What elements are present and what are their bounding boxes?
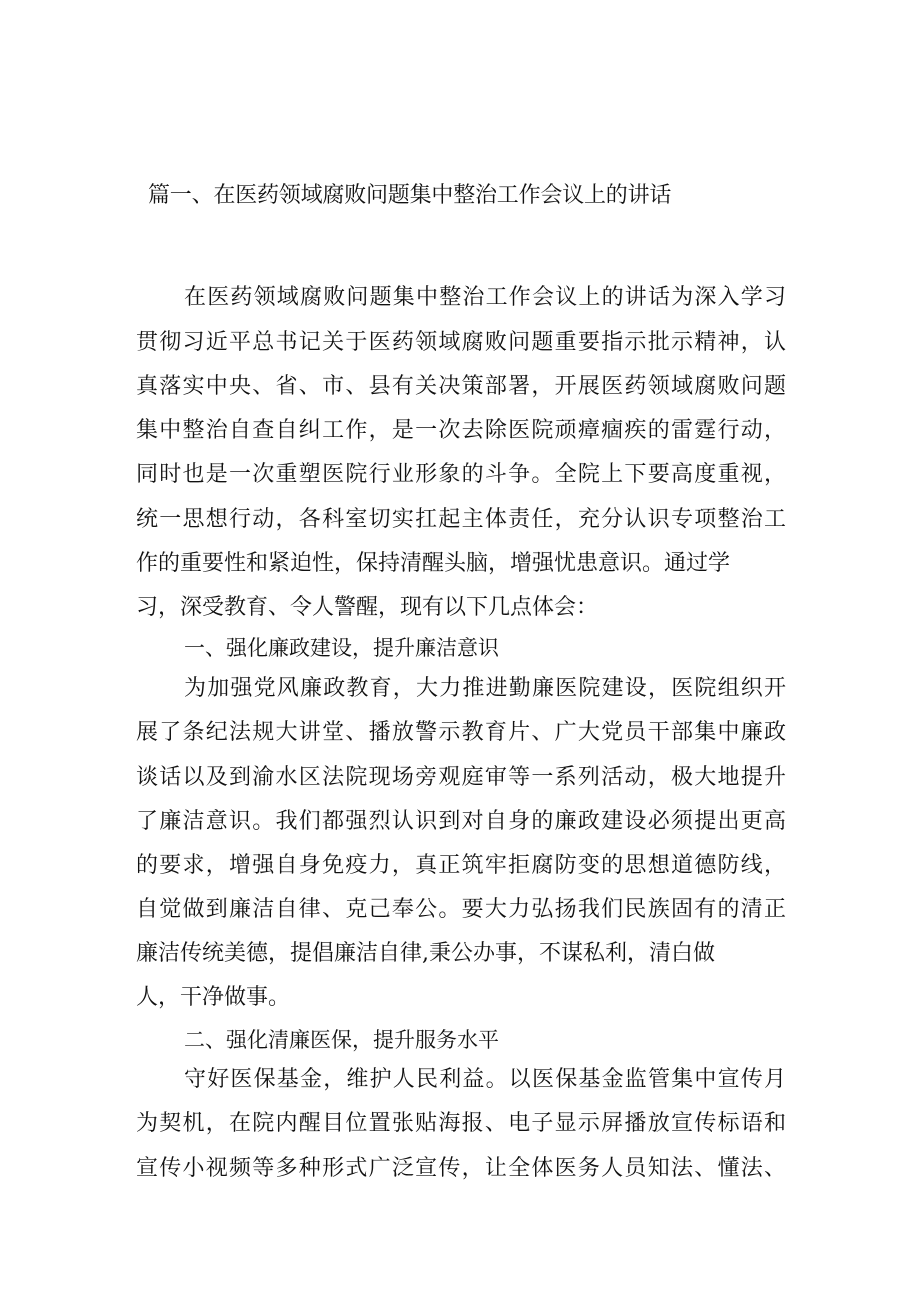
paragraph-line: 统一思想行动，各科室切实扛起主体责任，充分认识专项整治工 [136,507,786,532]
paragraph-line: 了廉洁意识。我们都强烈认识到对自身的廉政建设必须提出更高 [136,809,786,834]
paragraph-line: 习，深受教育、令人警醒，现有以下几点体会： [136,595,599,620]
paragraph-line: 贯彻习近平总书记关于医药领域腐败问题重要指示批示精神，认 [136,330,786,355]
paragraph-line: 人，干净做事。 [136,985,291,1010]
paragraph-line: 宣传小视频等多种形式广泛宣传，让全体医务人员知法、懂法、 [136,1156,786,1181]
paragraph-line: 自觉做到廉洁自律、克己奉公。要大力弘扬我们民族固有的清正 [136,897,786,922]
paragraph-line: 集中整治自查自纠工作，是一次去除医院顽瘴痼疾的雷霆行动， [136,418,786,443]
paragraph-line: 展了条纪法规大讲堂、播放警示教育片、广大党员干部集中廉政 [136,720,786,745]
document-title: 篇一、在医药领域腐败问题集中整治工作会议上的讲话 [148,183,672,208]
section-heading-1: 一、强化廉政建设，提升廉洁意识 [184,636,499,660]
paragraph-line: 廉洁传统美德，提倡廉洁自律,秉公办事，不谋私利，清白做 [136,941,715,966]
paragraph-line: 谈话以及到渝水区法院现场旁观庭审等一系列活动，极大地提升 [136,765,786,790]
paragraph-line: 为加强党风廉政教育，大力推进勤廉医院建设，医院组织开 [184,676,786,701]
paragraph-line: 真落实中央、省、市、县有关决策部署，开展医药领域腐败问题 [136,374,786,399]
paragraph-line: 作的重要性和紧迫性，保持清醒头脑，增强忧患意识。通过学 [136,551,731,576]
section-heading-2: 二、强化清廉医保，提升服务水平 [184,1028,499,1052]
paragraph-line: 同时也是一次重塑医院行业形象的斗争。全院上下要高度重视， [136,462,786,487]
paragraph-line: 在医药领域腐败问题集中整治工作会议上的讲话为深入学习 [184,285,786,310]
paragraph-line: 为契机，在院内醒目位置张贴海报、电子显示屏播放宣传标语和 [136,1111,786,1136]
paragraph-line: 的要求，增强自身免疫力，真正筑牢拒腐防变的思想道德防线， [136,853,786,878]
paragraph-line: 守好医保基金，维护人民利益。以医保基金监管集中宣传月 [184,1067,786,1092]
